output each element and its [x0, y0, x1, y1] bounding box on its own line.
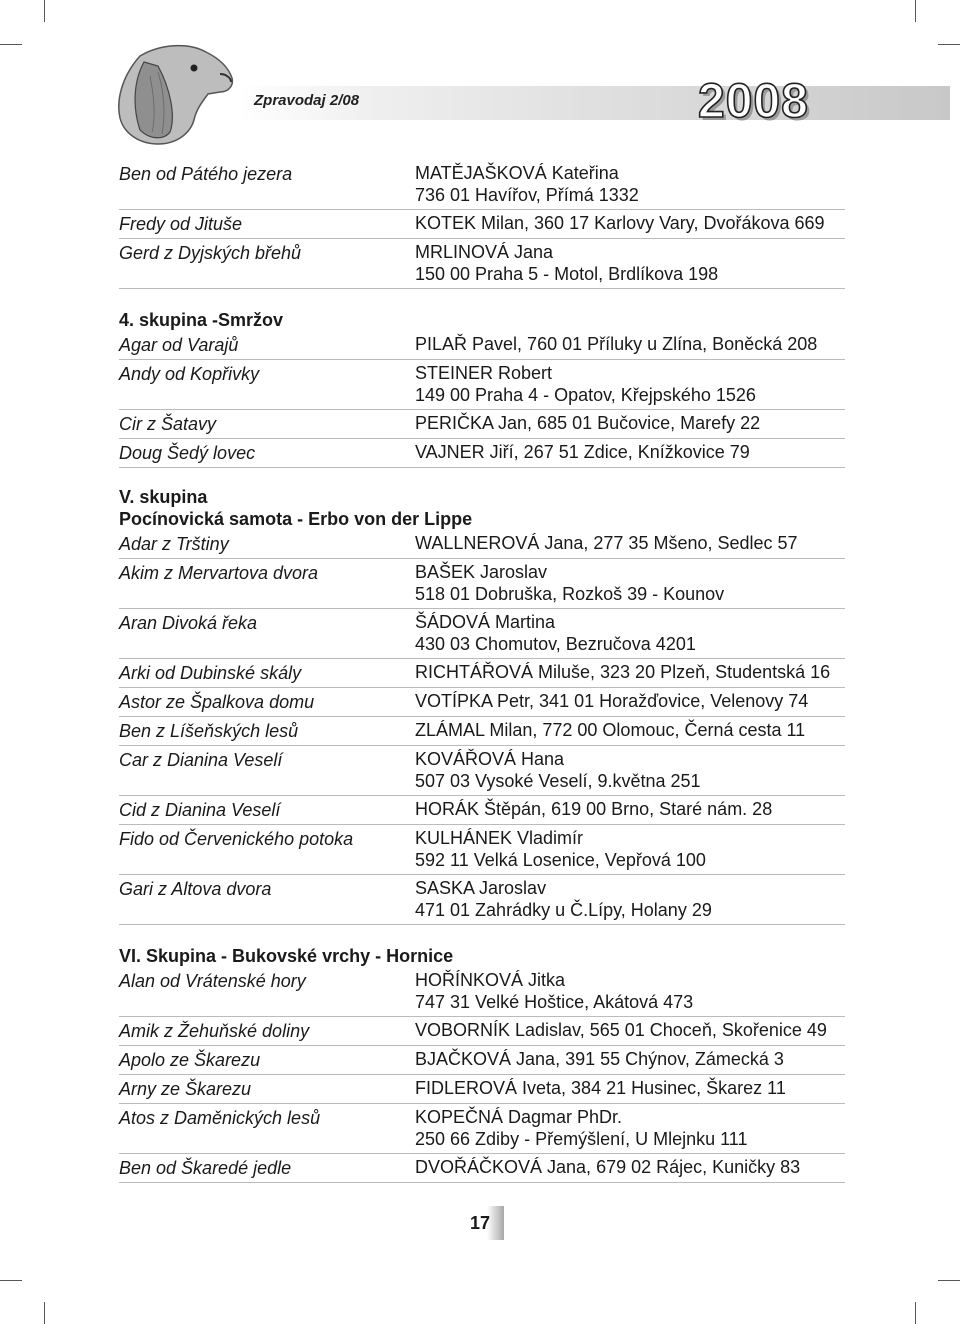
owner-info	[415, 798, 845, 821]
owner-name: STEINER Robert	[415, 363, 553, 383]
owner-name: BAŠEK Jaroslav	[415, 562, 548, 582]
owner-address: 430 03 Chomutov, Bezručova 4201	[415, 634, 696, 654]
dog-name: Amik z Žehuňské doliny	[119, 1021, 310, 1041]
owner-name: MRLINOVÁ Jana	[415, 242, 554, 262]
dog-name: Arny ze Škarezu	[119, 1079, 252, 1099]
dog-name: Cid z Dianina Veselí	[119, 800, 281, 820]
owner-name: MATĚJAŠKOVÁ Kateřina	[415, 163, 619, 183]
dog-name: Cir z Šatavy	[119, 414, 217, 434]
crop-mark	[0, 1280, 22, 1281]
owner-address: 250 66 Zdiby - Přemýšlení, U Mlejnku 111	[415, 1129, 748, 1149]
crop-mark	[938, 1280, 960, 1281]
year-title: 2008	[698, 75, 809, 128]
owner-name: PILAŘ Pavel, 760 01 Příluky u Zlína, Boněcká 208	[415, 334, 818, 354]
owner-name: HOŘÍNKOVÁ Jitka	[415, 970, 566, 990]
dog-name: Doug Šedý lovec	[119, 443, 256, 463]
entry-row	[119, 1104, 845, 1154]
entry-row	[119, 530, 845, 559]
newsletter-label: Zpravodaj 2/08	[254, 92, 360, 109]
owner-name: DVOŘÁČKOVÁ Jana, 679 02 Rájec, Kuničky 83	[415, 1157, 801, 1177]
owner-info	[415, 1156, 845, 1179]
owner-info	[415, 748, 845, 792]
entry-row	[119, 659, 845, 688]
section-title: 4. skupina -Smržov	[119, 310, 284, 330]
owner-address: 747 31 Velké Hoštice, Akátová 473	[415, 992, 694, 1012]
entry-row	[119, 967, 845, 1017]
entry-row	[119, 210, 845, 239]
entry-row	[119, 688, 845, 717]
entry-row	[119, 410, 845, 439]
section-subtitle: Pocínovická samota - Erbo von der Lippe	[119, 509, 473, 529]
dog-name: Adar z Trštiny	[119, 534, 229, 554]
owner-info	[415, 212, 845, 235]
owner-name: KOVÁŘOVÁ Hana	[415, 749, 565, 769]
owner-info	[415, 1106, 845, 1150]
content	[119, 160, 845, 1183]
owner-info	[415, 690, 845, 713]
crop-mark	[915, 0, 916, 22]
owner-info	[415, 561, 845, 605]
owner-name: FIDLEROVÁ Iveta, 384 21 Husinec, Škarez 11	[415, 1078, 786, 1098]
dog-name: Andy od Kopřivky	[119, 364, 260, 384]
owner-info	[415, 441, 845, 464]
owner-address: 150 00 Praha 5 - Motol, Brdlíkova 198	[415, 264, 719, 284]
dog-name: Ben z Líšeňských lesů	[119, 721, 299, 741]
owner-name: WALLNEROVÁ Jana, 277 35 Mšeno, Sedlec 57	[415, 533, 798, 553]
dog-name: Car z Dianina Veselí	[119, 750, 283, 770]
owner-info	[415, 162, 845, 206]
owner-address: 518 01 Dobruška, Rozkoš 39 - Kounov	[415, 584, 725, 604]
dog-name: Arki od Dubinské skály	[119, 663, 302, 683]
dog-name: Atos z Daměnických lesů	[119, 1108, 321, 1128]
entry-row	[119, 360, 845, 410]
dog-name: Ben od Škaredé jedle	[119, 1158, 292, 1178]
entry-row	[119, 1154, 845, 1183]
owner-name: HORÁK Štěpán, 619 00 Brno, Staré nám. 28	[415, 799, 773, 819]
dog-name: Gari z Altova dvora	[119, 879, 272, 899]
owner-name: ŠÁDOVÁ Martina	[415, 612, 556, 632]
owner-name: KOTEK Milan, 360 17 Karlovy Vary, Dvořákova 669	[415, 213, 825, 233]
owner-address: 507 03 Vysoké Veselí, 9.května 251	[415, 771, 701, 791]
entry-row	[119, 160, 845, 210]
dog-name: Ben od Pátého jezera	[119, 164, 293, 184]
dog-name: Fredy od Jituše	[119, 214, 243, 234]
owner-info	[415, 1019, 845, 1042]
entry-row	[119, 331, 845, 360]
owner-info	[415, 532, 845, 555]
section-title: VI. Skupina - Bukovské vrchy - Hornice	[119, 946, 454, 966]
dog-name: Aran Divoká řeka	[119, 613, 258, 633]
owner-name: RICHTÁŘOVÁ Miluše, 323 20 Plzeň, Studentská 16	[415, 662, 831, 682]
owner-name: BJAČKOVÁ Jana, 391 55 Chýnov, Zámecká 3	[415, 1049, 784, 1069]
owner-info	[415, 1077, 845, 1100]
entry-row	[119, 1075, 845, 1104]
section-title: V. skupina	[119, 487, 208, 507]
owner-info	[415, 827, 845, 871]
crop-mark	[0, 44, 22, 45]
dog-name: Akim z Mervartova dvora	[119, 563, 319, 583]
dog-name: Gerd z Dyjských břehů	[119, 243, 302, 263]
crop-mark	[938, 44, 960, 45]
entry-row	[119, 609, 845, 659]
owner-info	[415, 241, 845, 285]
entry-row	[119, 796, 845, 825]
entry-row	[119, 1046, 845, 1075]
entry-row	[119, 439, 845, 468]
owner-address: 149 00 Praha 4 - Opatov, Křejpského 1526	[415, 385, 756, 405]
owner-info	[415, 969, 845, 1013]
dog-name: Alan od Vrátenské hory	[119, 971, 306, 991]
owner-info	[415, 362, 845, 406]
owner-info	[415, 611, 845, 655]
dog-name: Agar od Varajů	[119, 335, 239, 355]
page-number: 17	[470, 1213, 491, 1233]
owner-name: SASKA Jaroslav	[415, 878, 547, 898]
dog-name: Apolo ze Škarezu	[119, 1050, 261, 1070]
owner-name: VOTÍPKA Petr, 341 01 Horažďovice, Velenovy 74	[415, 691, 809, 711]
dog-head-logo	[110, 36, 238, 148]
owner-info	[415, 1048, 845, 1071]
owner-name: KULHÁNEK Vladimír	[415, 828, 584, 848]
owner-name: ZLÁMAL Milan, 772 00 Olomouc, Černá cesta 11	[415, 720, 806, 740]
owner-address: 592 11 Velká Losenice, Vepřová 100	[415, 850, 706, 870]
owner-info	[415, 877, 845, 921]
crop-mark	[44, 0, 45, 22]
entry-row	[119, 825, 845, 875]
owner-name: VOBORNÍK Ladislav, 565 01 Choceň, Skořenice 49	[415, 1020, 827, 1040]
entry-row	[119, 559, 845, 609]
owner-name: KOPEČNÁ Dagmar PhDr.	[415, 1107, 623, 1127]
owner-name: PERIČKA Jan, 685 01 Bučovice, Marefy 22	[415, 413, 761, 433]
owner-info	[415, 661, 845, 684]
owner-name: VAJNER Jiří, 267 51 Zdice, Knížkovice 79	[415, 442, 750, 462]
page-number-box	[466, 1206, 504, 1240]
owner-info	[415, 719, 845, 742]
owner-info	[415, 333, 845, 356]
crop-mark	[915, 1302, 916, 1324]
owner-info	[415, 412, 845, 435]
crop-mark	[44, 1302, 45, 1324]
owner-address: 471 01 Zahrádky u Č.Lípy, Holany 29	[415, 900, 712, 920]
entry-row	[119, 239, 845, 289]
dog-name: Astor ze Špalkova domu	[119, 692, 315, 712]
entry-row	[119, 1017, 845, 1046]
dog-name: Fido od Červenického potoka	[119, 829, 354, 849]
entry-row	[119, 875, 845, 925]
entry-row	[119, 717, 845, 746]
owner-address: 736 01 Havířov, Přímá 1332	[415, 185, 639, 205]
entry-row	[119, 746, 845, 796]
